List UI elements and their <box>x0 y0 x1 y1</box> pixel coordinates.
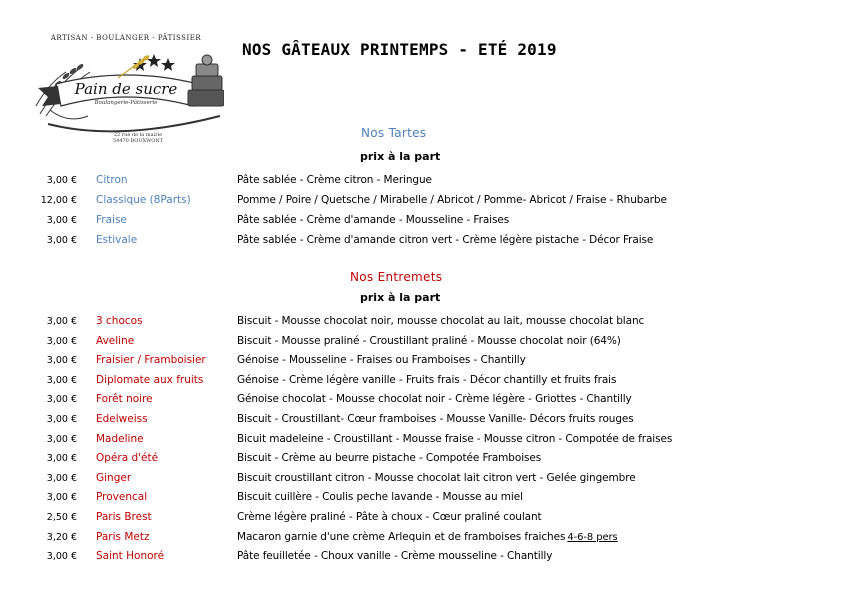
entremets-subheading: prix à la part <box>360 291 441 304</box>
item-name: Madeline <box>96 432 144 445</box>
logo-address-line2: 54470 BOUXWONT <box>112 138 164 144</box>
item-description <box>237 547 552 566</box>
item-name: 3 chocos <box>96 315 143 327</box>
item-name: Provencal <box>96 491 148 504</box>
item-price: 3,00 € <box>46 316 77 327</box>
item-price: 3,00 € <box>46 235 77 246</box>
page-title: NOS GÂTEAUX PRINTEMPS - ETÉ 2019 <box>242 40 557 59</box>
menu-item-row <box>0 430 842 449</box>
menu-item-row <box>0 312 842 331</box>
item-description-text: Pâte feuilletée - Choux vanille - Crème mousseline - Chantilly <box>237 550 553 563</box>
item-description <box>237 231 653 250</box>
item-price: 3,00 € <box>46 414 77 425</box>
item-description <box>237 171 432 190</box>
item-description-text: Pâte sablée - Crème citron - Meringue <box>237 174 432 186</box>
menu-item-row <box>0 371 842 390</box>
menu-item-row <box>0 332 842 351</box>
item-price: 3,00 € <box>46 433 77 445</box>
menu-item-row <box>0 351 842 370</box>
item-serving-sizes: 4-6-8 pers <box>567 531 618 543</box>
item-price: 3,00 € <box>46 215 77 226</box>
menu-item-row <box>0 390 842 409</box>
item-name: Citron <box>96 174 128 186</box>
entremets-heading: Nos Entremets <box>350 270 443 284</box>
item-name: Fraisier / Framboisier <box>96 354 206 367</box>
item-description-text: Biscuit - Crème au beurre pistache - Compotée Framboises <box>237 452 542 465</box>
item-description <box>237 430 672 449</box>
item-description <box>237 488 523 507</box>
item-description-text: Pâte sablée - Crème d'amande - Mousseline - Fraises <box>237 214 510 226</box>
item-price: 3,00 € <box>46 355 77 367</box>
item-price: 3,00 € <box>46 175 77 186</box>
menu-item-row <box>0 171 842 190</box>
item-name: Estivale <box>96 234 138 246</box>
item-description <box>237 390 632 409</box>
item-price: 3,00 € <box>46 472 77 484</box>
item-description <box>237 332 621 351</box>
item-description <box>237 528 618 547</box>
item-name: Fraise <box>96 214 127 226</box>
item-price: 12,00 € <box>40 195 77 206</box>
item-description <box>237 371 616 390</box>
item-description-text: Biscuit cuillère - Coulis peche lavande - Mousse au miel <box>237 491 523 504</box>
item-description-text: Biscuit - Mousse praliné - Croustillant praliné - Mousse chocolat noir (64%) <box>237 334 621 347</box>
item-price: 3,00 € <box>46 551 77 563</box>
item-description-text: Pâte sablée - Crème d'amande citron vert - Crème légère pistache - Décor Fraise <box>237 234 654 246</box>
item-name: Opéra d'été <box>96 452 159 465</box>
item-name: Aveline <box>96 334 135 347</box>
item-price: 3,00 € <box>46 492 77 504</box>
item-description <box>237 508 542 527</box>
item-description-text: Biscuit - Croustillant- Cœur framboises - Mousse Vanille- Décors fruits rouges <box>237 413 634 425</box>
item-name: Diplomate aux fruits <box>96 373 204 386</box>
item-price: 3,00 € <box>46 453 77 465</box>
menu-item-row <box>0 547 842 566</box>
item-description-text: Génoise - Crème légère vanille - Fruits frais - Décor chantilly et fruits frais <box>237 373 617 386</box>
logo-tagline: ARTISAN - BOULANGER - PÂTISSIER <box>50 34 202 42</box>
item-name: Paris Brest <box>96 511 152 523</box>
menu-item-row <box>0 191 842 210</box>
tartes-heading: Nos Tartes <box>361 126 427 140</box>
item-price: 3,00 € <box>46 335 77 347</box>
item-description <box>237 449 541 468</box>
logo-brand-name: Pain de sucre <box>74 80 178 98</box>
item-name: Saint Honoré <box>96 550 165 563</box>
logo-brand-sub: Boulangerie-Pâtisserie <box>94 100 158 106</box>
item-description-text: Biscuit - Mousse chocolat noir, mousse chocolat au lait, mousse chocolat blanc <box>237 315 645 327</box>
item-price: 3,20 € <box>46 531 77 543</box>
item-name: Forêt noire <box>96 393 153 406</box>
logo-graphic <box>28 44 224 139</box>
bakery-logo <box>28 34 224 146</box>
item-price: 3,00 € <box>46 394 77 406</box>
menu-item-row <box>0 488 842 507</box>
item-description-text: Biscuit croustillant citron - Mousse chocolat lait citron vert - Gelée gingembre <box>237 471 636 484</box>
item-description <box>237 312 644 331</box>
menu-item-row <box>0 508 842 527</box>
item-name: Ginger <box>96 471 132 484</box>
item-price: 2,50 € <box>46 512 77 523</box>
item-name: Edelweiss <box>96 413 148 425</box>
item-description <box>237 410 634 429</box>
logo-address-line1: 22 rue de la mairie <box>113 132 163 138</box>
item-description <box>237 351 526 370</box>
menu-item-row <box>0 231 842 250</box>
item-description-text: Bicuit madeleine - Croustillant - Mousse fraise - Mousse citron - Compotée de fraises <box>237 432 673 445</box>
menu-item-row <box>0 469 842 488</box>
menu-item-row <box>0 449 842 468</box>
menu-item-row <box>0 410 842 429</box>
menu-item-row <box>0 528 842 547</box>
item-name: Classique (8Parts) <box>96 194 191 206</box>
item-description-text: Génoise - Mousseline - Fraises ou Framboises - Chantilly <box>237 354 526 367</box>
item-description <box>237 211 509 230</box>
tartes-subheading: prix à la part <box>360 150 441 163</box>
item-description <box>237 191 667 210</box>
item-price: 3,00 € <box>46 374 77 386</box>
item-description-text: Génoise chocolat - Mousse chocolat noir - Crème légère - Griottes - Chantilly <box>237 393 632 406</box>
item-name: Paris Metz <box>96 530 150 543</box>
item-description-text: Pomme / Poire / Quetsche / Mirabelle / Abricot / Pomme- Abricot / Fraise - Rhubarbe <box>237 194 667 206</box>
menu-item-row <box>0 211 842 230</box>
item-description-text: Crème légère praliné - Pâte à choux - Cœur praliné coulant <box>237 511 542 523</box>
item-description-text: Macaron garnie d'une crème Arlequin et de framboises fraiches <box>237 530 566 543</box>
item-description <box>237 469 636 488</box>
